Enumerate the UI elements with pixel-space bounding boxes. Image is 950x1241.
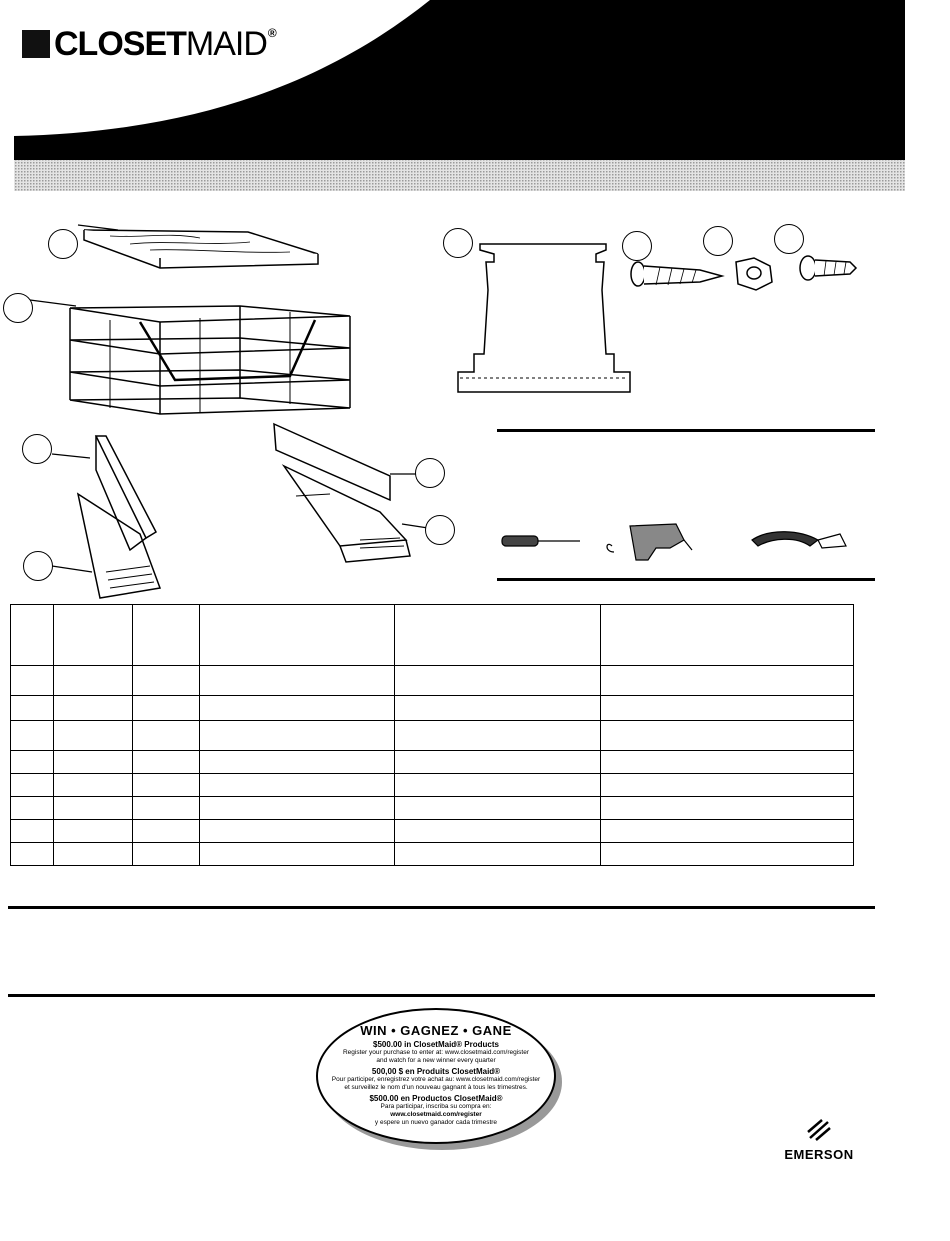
table-cell <box>601 666 854 696</box>
table-row <box>11 751 854 774</box>
logo-square-icon <box>22 30 50 58</box>
callout-circle <box>425 515 455 545</box>
table-cell <box>11 797 54 820</box>
table-cell <box>53 774 132 797</box>
table-header-cell <box>199 605 394 666</box>
wire-basket-illustration <box>70 306 350 414</box>
table-cell <box>132 666 199 696</box>
table-cell <box>199 696 394 721</box>
emerson-emblem-icon <box>806 1118 832 1142</box>
table-cell <box>394 843 601 866</box>
table-cell <box>601 751 854 774</box>
table-cell <box>11 843 54 866</box>
promo-spanish-line: www.closetmaid.com/register <box>390 1111 482 1118</box>
parts-table <box>10 604 854 866</box>
table-cell <box>601 843 854 866</box>
wood-shelf-illustration <box>84 230 318 268</box>
table-cell <box>53 820 132 843</box>
table-cell <box>394 820 601 843</box>
promo-title: WIN • GAGNEZ • GANE <box>360 1023 512 1038</box>
promo-french-line: et surveillez le nom d'un nouveau gagnant à tous les trimestres. <box>344 1084 528 1091</box>
table-header-cell <box>132 605 199 666</box>
table-cell <box>394 774 601 797</box>
table-header-cell <box>394 605 601 666</box>
table-cell <box>199 843 394 866</box>
callout-circle <box>23 551 53 581</box>
table-row <box>11 843 854 866</box>
table-cell <box>394 666 601 696</box>
table-header-cell <box>53 605 132 666</box>
table-cell <box>53 751 132 774</box>
table-cell <box>11 820 54 843</box>
callout-circle <box>622 231 652 261</box>
table-cell <box>132 843 199 866</box>
promo-english-line: and watch for a new winner every quarter <box>376 1057 496 1064</box>
pliers-icon <box>752 532 846 548</box>
table-row <box>11 721 854 751</box>
callout-circle <box>3 293 33 323</box>
callout-circle <box>774 224 804 254</box>
table-cell <box>11 696 54 721</box>
table-row <box>11 666 854 696</box>
parts-illustration <box>0 200 950 610</box>
table-cell <box>132 751 199 774</box>
right-rail-illustration <box>274 424 410 562</box>
table-cell <box>11 721 54 751</box>
table-header-cell <box>11 605 54 666</box>
table-cell <box>199 721 394 751</box>
machine-screw-illustration <box>800 256 856 280</box>
promo-french-line: Pour participer, enregistrez votre achat au: www.closetmaid.com/register <box>331 1076 541 1083</box>
promo-english-heading: $500.00 in ClosetMaid® Products <box>373 1040 499 1049</box>
tools-bottom-rule <box>497 578 875 581</box>
promo-spanish-heading: $500.00 en Productos ClosetMaid® <box>369 1094 503 1103</box>
table-cell <box>11 666 54 696</box>
table-cell <box>394 751 601 774</box>
table-cell <box>199 774 394 797</box>
table-cell <box>53 696 132 721</box>
drill-icon <box>607 524 692 560</box>
screw-illustration <box>631 262 722 286</box>
closetmaid-logo <box>22 24 276 64</box>
table-cell <box>394 721 601 751</box>
nut-illustration <box>736 258 772 290</box>
table-cell <box>132 721 199 751</box>
instructions-bottom-rule <box>8 994 875 997</box>
callout-circle <box>22 434 52 464</box>
table-cell <box>601 797 854 820</box>
table-cell <box>53 797 132 820</box>
callout-circle <box>703 226 733 256</box>
table-cell <box>199 666 394 696</box>
left-rail-illustration <box>78 436 160 598</box>
promo-spanish-line: y espere un nuevo ganador cada trimestre <box>374 1119 498 1126</box>
logo-text: CLOSETMAID® <box>54 25 276 63</box>
table-cell <box>601 696 854 721</box>
table-row <box>11 774 854 797</box>
callout-circle <box>48 229 78 259</box>
table-row <box>11 820 854 843</box>
promo-english-line: Register your purchase to enter at: www.closetmaid.com/register <box>342 1049 530 1056</box>
table-cell <box>132 820 199 843</box>
table-cell <box>601 774 854 797</box>
table-cell <box>132 774 199 797</box>
table-row <box>11 696 854 721</box>
promo-spanish-line: Para participar, inscriba su compra en: <box>380 1103 492 1110</box>
tools-top-rule <box>497 429 875 432</box>
table-cell <box>199 820 394 843</box>
table-header-row <box>11 605 854 666</box>
emerson-wordmark: EMERSON <box>784 1147 854 1162</box>
table-header-cell <box>601 605 854 666</box>
table-cell <box>601 820 854 843</box>
table-cell <box>132 797 199 820</box>
table-cell <box>394 797 601 820</box>
table-cell <box>53 843 132 866</box>
callout-circle <box>415 458 445 488</box>
table-cell <box>394 696 601 721</box>
table-cell <box>199 797 394 820</box>
table-cell <box>132 696 199 721</box>
table-cell <box>53 666 132 696</box>
table-cell <box>11 774 54 797</box>
registration-promo <box>316 1008 556 1144</box>
callout-circle <box>443 228 473 258</box>
bracket-illustration <box>458 244 630 392</box>
table-row <box>11 797 854 820</box>
emerson-logo <box>774 1118 864 1162</box>
instructions-top-rule <box>8 906 875 909</box>
table-cell <box>199 751 394 774</box>
table-cell <box>601 721 854 751</box>
table-cell <box>11 751 54 774</box>
promo-french-heading: 500,00 $ en Produits ClosetMaid® <box>371 1067 501 1076</box>
screwdriver-icon <box>502 536 580 546</box>
table-cell <box>53 721 132 751</box>
